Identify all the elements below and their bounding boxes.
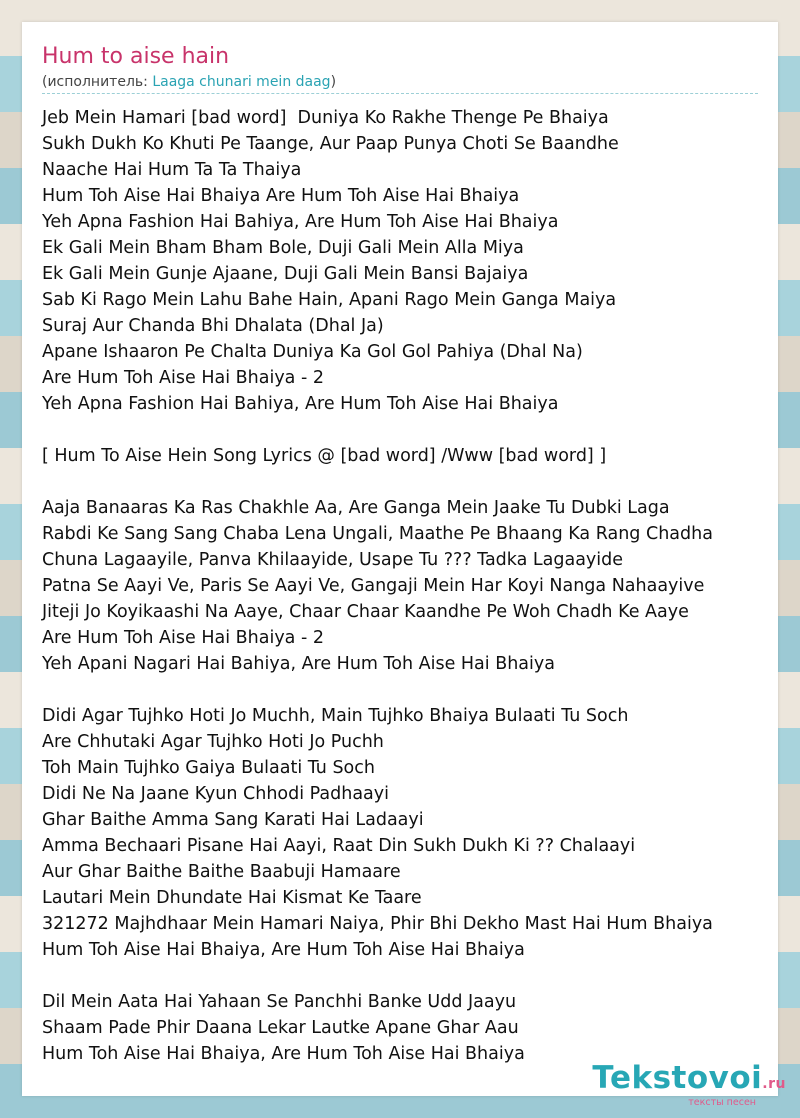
lyric-line: Hum Toh Aise Hai Bhaiya Are Hum Toh Aise Hai Bhaiya xyxy=(42,186,520,206)
artist-prefix: (исполнитель: xyxy=(42,74,153,90)
lyric-line: Hum Toh Aise Hai Bhaiya, Are Hum Toh Aise Hai Bhaiya xyxy=(42,940,525,960)
lyric-line: Shaam Pade Phir Daana Lekar Lautke Apane Ghar Aau xyxy=(42,1018,519,1038)
lyric-line: Patna Se Aayi Ve, Paris Se Aayi Ve, Gangaji Mein Har Koyi Nanga Nahaayive xyxy=(42,576,705,596)
lyric-line: Ek Gali Mein Bham Bham Bole, Duji Gali Mein Alla Miya xyxy=(42,238,524,258)
lyric-line: Jiteji Jo Koyikaashi Na Aaye, Chaar Chaar Kaandhe Pe Woh Chadh Ke Aaye xyxy=(42,602,689,622)
lyric-line: Aur Ghar Baithe Baithe Baabuji Hamaare xyxy=(42,862,401,882)
lyric-line: Chuna Lagaayile, Panva Khilaayide, Usape Tu ??? Tadka Lagaayide xyxy=(42,550,624,570)
artist-link[interactable]: Laaga chunari mein daag xyxy=(152,74,331,90)
lyric-line: Are Hum Toh Aise Hai Bhaiya - 2 xyxy=(42,368,324,388)
lyric-line: Apane Ishaaron Pe Chalta Duniya Ka Gol Gol Pahiya (Dhal Na) xyxy=(42,342,583,362)
lyric-line: Suraj Aur Chanda Bhi Dhalata (Dhal Ja) xyxy=(42,316,384,336)
lyric-line: Yeh Apna Fashion Hai Bahiya, Are Hum Toh Aise Hai Bhaiya xyxy=(42,212,559,232)
lyric-line: Jeb Mein Hamari [bad word] Duniya Ko Rakhe Thenge Pe Bhaiya xyxy=(42,108,609,128)
lyric-line: Hum Toh Aise Hai Bhaiya, Are Hum Toh Aise Hai Bhaiya xyxy=(42,1044,525,1064)
lyric-line: Sab Ki Rago Mein Lahu Bahe Hain, Apani Rago Mein Ganga Maiya xyxy=(42,290,617,310)
lyric-line xyxy=(42,417,767,443)
lyric-line xyxy=(42,677,767,703)
artist-suffix: ) xyxy=(330,74,337,90)
logo-name: Tekstovoi xyxy=(592,1060,763,1096)
lyric-line: Didi Agar Tujhko Hoti Jo Muchh, Main Tujhko Bhaiya Bulaati Tu Soch xyxy=(42,706,629,726)
lyric-line: Yeh Apani Nagari Hai Bahiya, Are Hum Toh Aise Hai Bhaiya xyxy=(42,654,555,674)
title-divider xyxy=(42,93,758,94)
lyric-line xyxy=(42,963,767,989)
logo-tld: .ru xyxy=(762,1076,786,1092)
lyric-line: Rabdi Ke Sang Sang Chaba Lena Ungali, Maathe Pe Bhaang Ka Rang Chadha xyxy=(42,524,713,544)
lyric-line: Didi Ne Na Jaane Kyun Chhodi Padhaayi xyxy=(42,784,390,804)
lyric-line: Dil Mein Aata Hai Yahaan Se Panchhi Banke Udd Jaayu xyxy=(42,992,517,1012)
site-logo[interactable] xyxy=(592,1062,786,1108)
artist-line xyxy=(42,74,336,90)
lyric-line: Naache Hai Hum Ta Ta Thaiya xyxy=(42,160,302,180)
lyric-line: Aaja Banaaras Ka Ras Chakhle Aa, Are Ganga Mein Jaake Tu Dubki Laga xyxy=(42,498,670,518)
lyric-line: Sukh Dukh Ko Khuti Pe Taange, Aur Paap Punya Choti Se Baandhe xyxy=(42,134,619,154)
lyric-line: [ Hum To Aise Hein Song Lyrics @ [bad word] /Www [bad word] ] xyxy=(42,446,607,466)
song-title: Hum to aise hain xyxy=(42,44,230,69)
lyric-line: Toh Main Tujhko Gaiya Bulaati Tu Soch xyxy=(42,758,375,778)
lyric-line: Are Chhutaki Agar Tujhko Hoti Jo Puchh xyxy=(42,732,384,752)
lyric-line: Ek Gali Mein Gunje Ajaane, Duji Gali Mein Bansi Bajaiya xyxy=(42,264,529,284)
lyric-line: 321272 Majhdhaar Mein Hamari Naiya, Phir Bhi Dekho Mast Hai Hum Bhaiya xyxy=(42,914,713,934)
lyric-line: Yeh Apna Fashion Hai Bahiya, Are Hum Toh Aise Hai Bhaiya xyxy=(42,394,559,414)
lyric-line: Are Hum Toh Aise Hai Bhaiya - 2 xyxy=(42,628,324,648)
lyric-line: Lautari Mein Dhundate Hai Kismat Ke Taare xyxy=(42,888,422,908)
lyrics-body xyxy=(42,105,767,1067)
lyrics-sheet xyxy=(22,22,778,1096)
logo-tagline: тексты песен xyxy=(688,1097,756,1108)
lyric-line: Amma Bechaari Pisane Hai Aayi, Raat Din Sukh Dukh Ki ?? Chalaayi xyxy=(42,836,636,856)
lyric-line xyxy=(42,469,767,495)
lyric-line: Ghar Baithe Amma Sang Karati Hai Ladaayi xyxy=(42,810,424,830)
